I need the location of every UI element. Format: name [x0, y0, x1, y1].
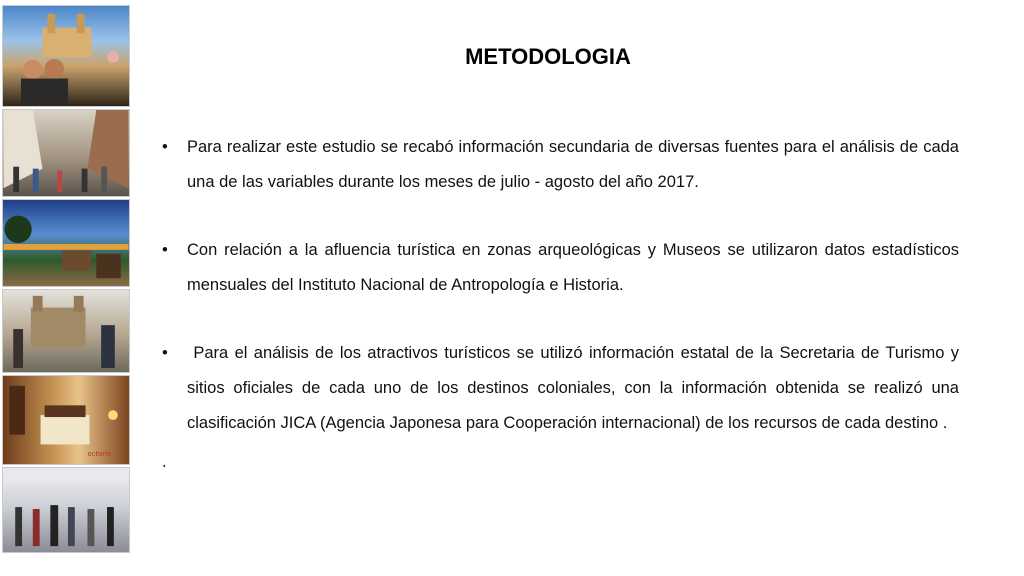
- bullet-list: [162, 130, 964, 480]
- slide-title: METODOLOGIA: [465, 44, 631, 69]
- photo-pedestrian-street: [2, 109, 130, 197]
- trailing-mark: .: [162, 453, 167, 471]
- photo-tourists-with-cathedral: [2, 5, 130, 107]
- street-photo-icon: [3, 110, 129, 196]
- bullet-item: [162, 336, 964, 441]
- bullet-text: Para realizar este estudio se recabó información secundaria de diversas fuentes para el análisis de cada una de las variables durante los meses de julio - agosto del año 2017.: [187, 138, 959, 191]
- bullet-item: [162, 233, 959, 303]
- photo-hotel-room: [2, 375, 130, 465]
- hotel-room-photo-icon: [3, 376, 129, 464]
- bullet-text: Para el análisis de los atractivos turísticos se utilizó información estatal de la Secretaria de Turismo y sitios oficiales de cada uno de los destinos coloniales, con la información obtenida se realizó una clasificación JICA (Agencia Japonesa para Cooperación internacional) de los recursos de cada destino .: [187, 344, 964, 432]
- bullet-marker: •: [162, 138, 168, 156]
- bullet-item: [162, 130, 959, 200]
- photo-crowd-walkway: [2, 467, 130, 553]
- tourists-cathedral-photo-icon: [3, 6, 129, 106]
- church-photo-icon: [3, 290, 129, 372]
- svg-text:octorio: octorio: [87, 450, 112, 459]
- photo-strip: [2, 5, 130, 571]
- bullet-text: Con relación a la afluencia turística en zonas arqueológicas y Museos se utilizaron datos estadísticos mensuales del Instituto Nacional de Antropología e Historia.: [187, 241, 959, 294]
- photo-terrace-at-dusk: [2, 199, 130, 287]
- bullet-marker: •: [162, 344, 168, 362]
- terrace-photo-icon: [3, 200, 129, 286]
- crowd-photo-icon: [3, 468, 129, 552]
- photo-church-plaza: [2, 289, 130, 373]
- bullet-marker: •: [162, 241, 168, 259]
